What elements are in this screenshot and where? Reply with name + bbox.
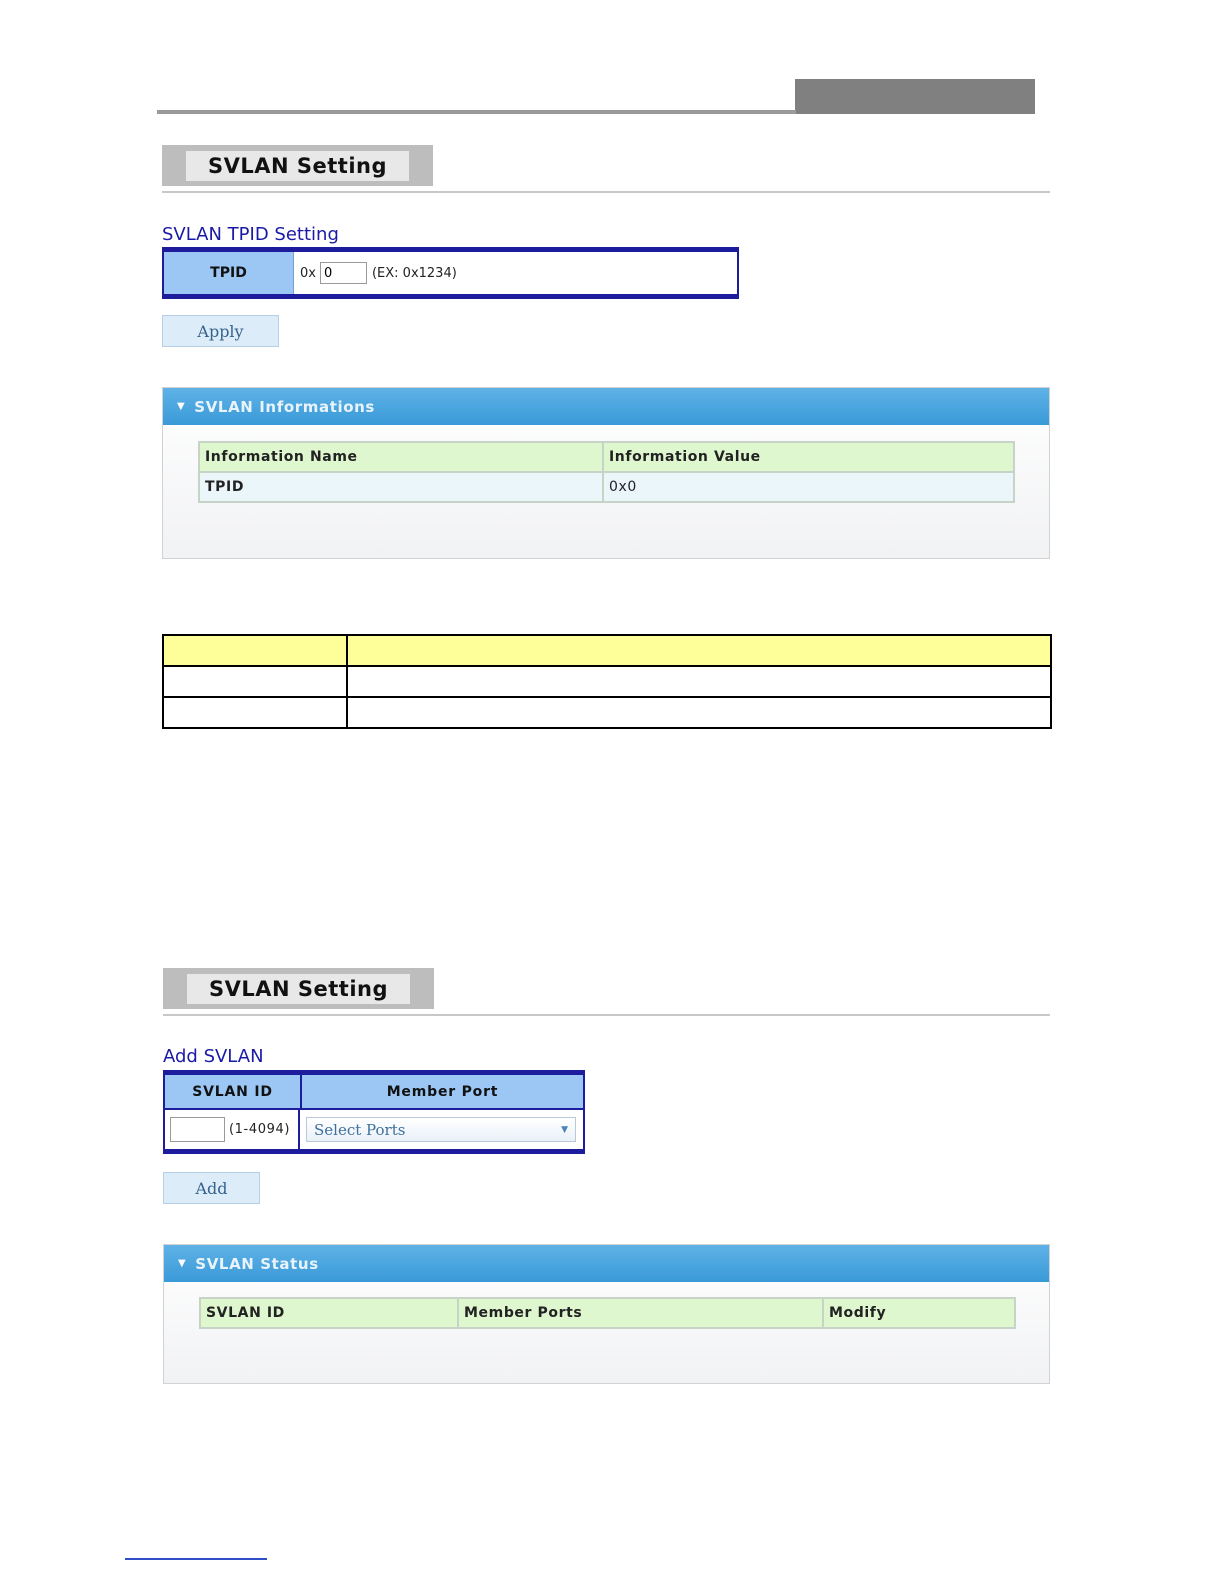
description-cell — [163, 666, 347, 697]
info-name-cell: TPID — [199, 472, 603, 502]
svlan-id-input[interactable] — [170, 1117, 225, 1142]
info-value-cell: 0x0 — [603, 472, 1014, 502]
section-title-box — [162, 145, 433, 186]
collapse-arrow-icon[interactable]: ▼ — [178, 1258, 187, 1269]
tpid-label: TPID — [164, 252, 294, 294]
svlan-info-panel — [162, 387, 1050, 559]
collapse-arrow-icon[interactable]: ▼ — [177, 401, 186, 412]
tpid-hint: (EX: 0x1234) — [371, 265, 457, 281]
section-title: SVLAN Setting — [187, 974, 410, 1004]
add-svlan-form — [163, 1070, 585, 1154]
description-header-description — [347, 635, 1051, 666]
page-header-box — [795, 79, 1035, 114]
description-table-header — [163, 635, 1051, 666]
svlan-info-panel-title: SVLAN Informations — [194, 397, 375, 416]
column-header-member-port: Member Port — [302, 1075, 583, 1108]
add-svlan-input-row — [165, 1110, 583, 1149]
page-header-rule — [157, 110, 796, 114]
tpid-value-cell — [294, 252, 457, 294]
add-svlan-header-row — [165, 1075, 583, 1110]
section-rule — [162, 191, 1050, 193]
member-port-select[interactable] — [306, 1117, 576, 1142]
svlan-id-range: (1-4094) — [229, 1122, 290, 1137]
tpid-form — [162, 247, 739, 299]
table-row — [199, 472, 1014, 502]
add-button[interactable]: Add — [163, 1172, 260, 1204]
section-title-box — [163, 968, 434, 1009]
apply-button[interactable]: Apply — [162, 315, 279, 347]
add-svlan-title: Add SVLAN — [163, 1046, 264, 1067]
member-port-cell — [300, 1110, 583, 1149]
member-port-select-value: Select Ports — [314, 1120, 406, 1139]
svlan-status-panel — [163, 1244, 1050, 1384]
footer-rule — [125, 1558, 267, 1560]
section-rule — [163, 1014, 1050, 1016]
svlan-status-table — [199, 1297, 1016, 1329]
chevron-down-icon[interactable]: ▼ — [561, 1124, 568, 1135]
svlan-id-cell — [165, 1110, 300, 1149]
tpid-form-title: SVLAN TPID Setting — [162, 224, 339, 245]
column-header-modify: Modify — [823, 1298, 1015, 1328]
description-header-object — [163, 635, 347, 666]
svlan-status-panel-title: SVLAN Status — [195, 1254, 319, 1273]
table-row — [163, 666, 1051, 697]
table-row — [163, 697, 1051, 728]
svlan-status-panel-header[interactable] — [164, 1245, 1049, 1282]
column-header-member-ports: Member Ports — [458, 1298, 823, 1328]
column-header-information-name: Information Name — [199, 442, 603, 472]
tpid-prefix: 0x — [300, 265, 316, 281]
section-title: SVLAN Setting — [186, 151, 409, 181]
description-table — [162, 634, 1052, 729]
tpid-input[interactable] — [320, 262, 367, 284]
svlan-info-panel-header[interactable] — [163, 388, 1049, 425]
column-header-svlan-id: SVLAN ID — [200, 1298, 458, 1328]
table-header-row — [199, 442, 1014, 472]
description-cell — [163, 697, 347, 728]
table-header-row — [200, 1298, 1015, 1328]
description-cell — [347, 697, 1051, 728]
column-header-svlan-id: SVLAN ID — [165, 1075, 302, 1108]
svlan-info-table — [198, 441, 1015, 503]
description-cell — [347, 666, 1051, 697]
column-header-information-value: Information Value — [603, 442, 1014, 472]
